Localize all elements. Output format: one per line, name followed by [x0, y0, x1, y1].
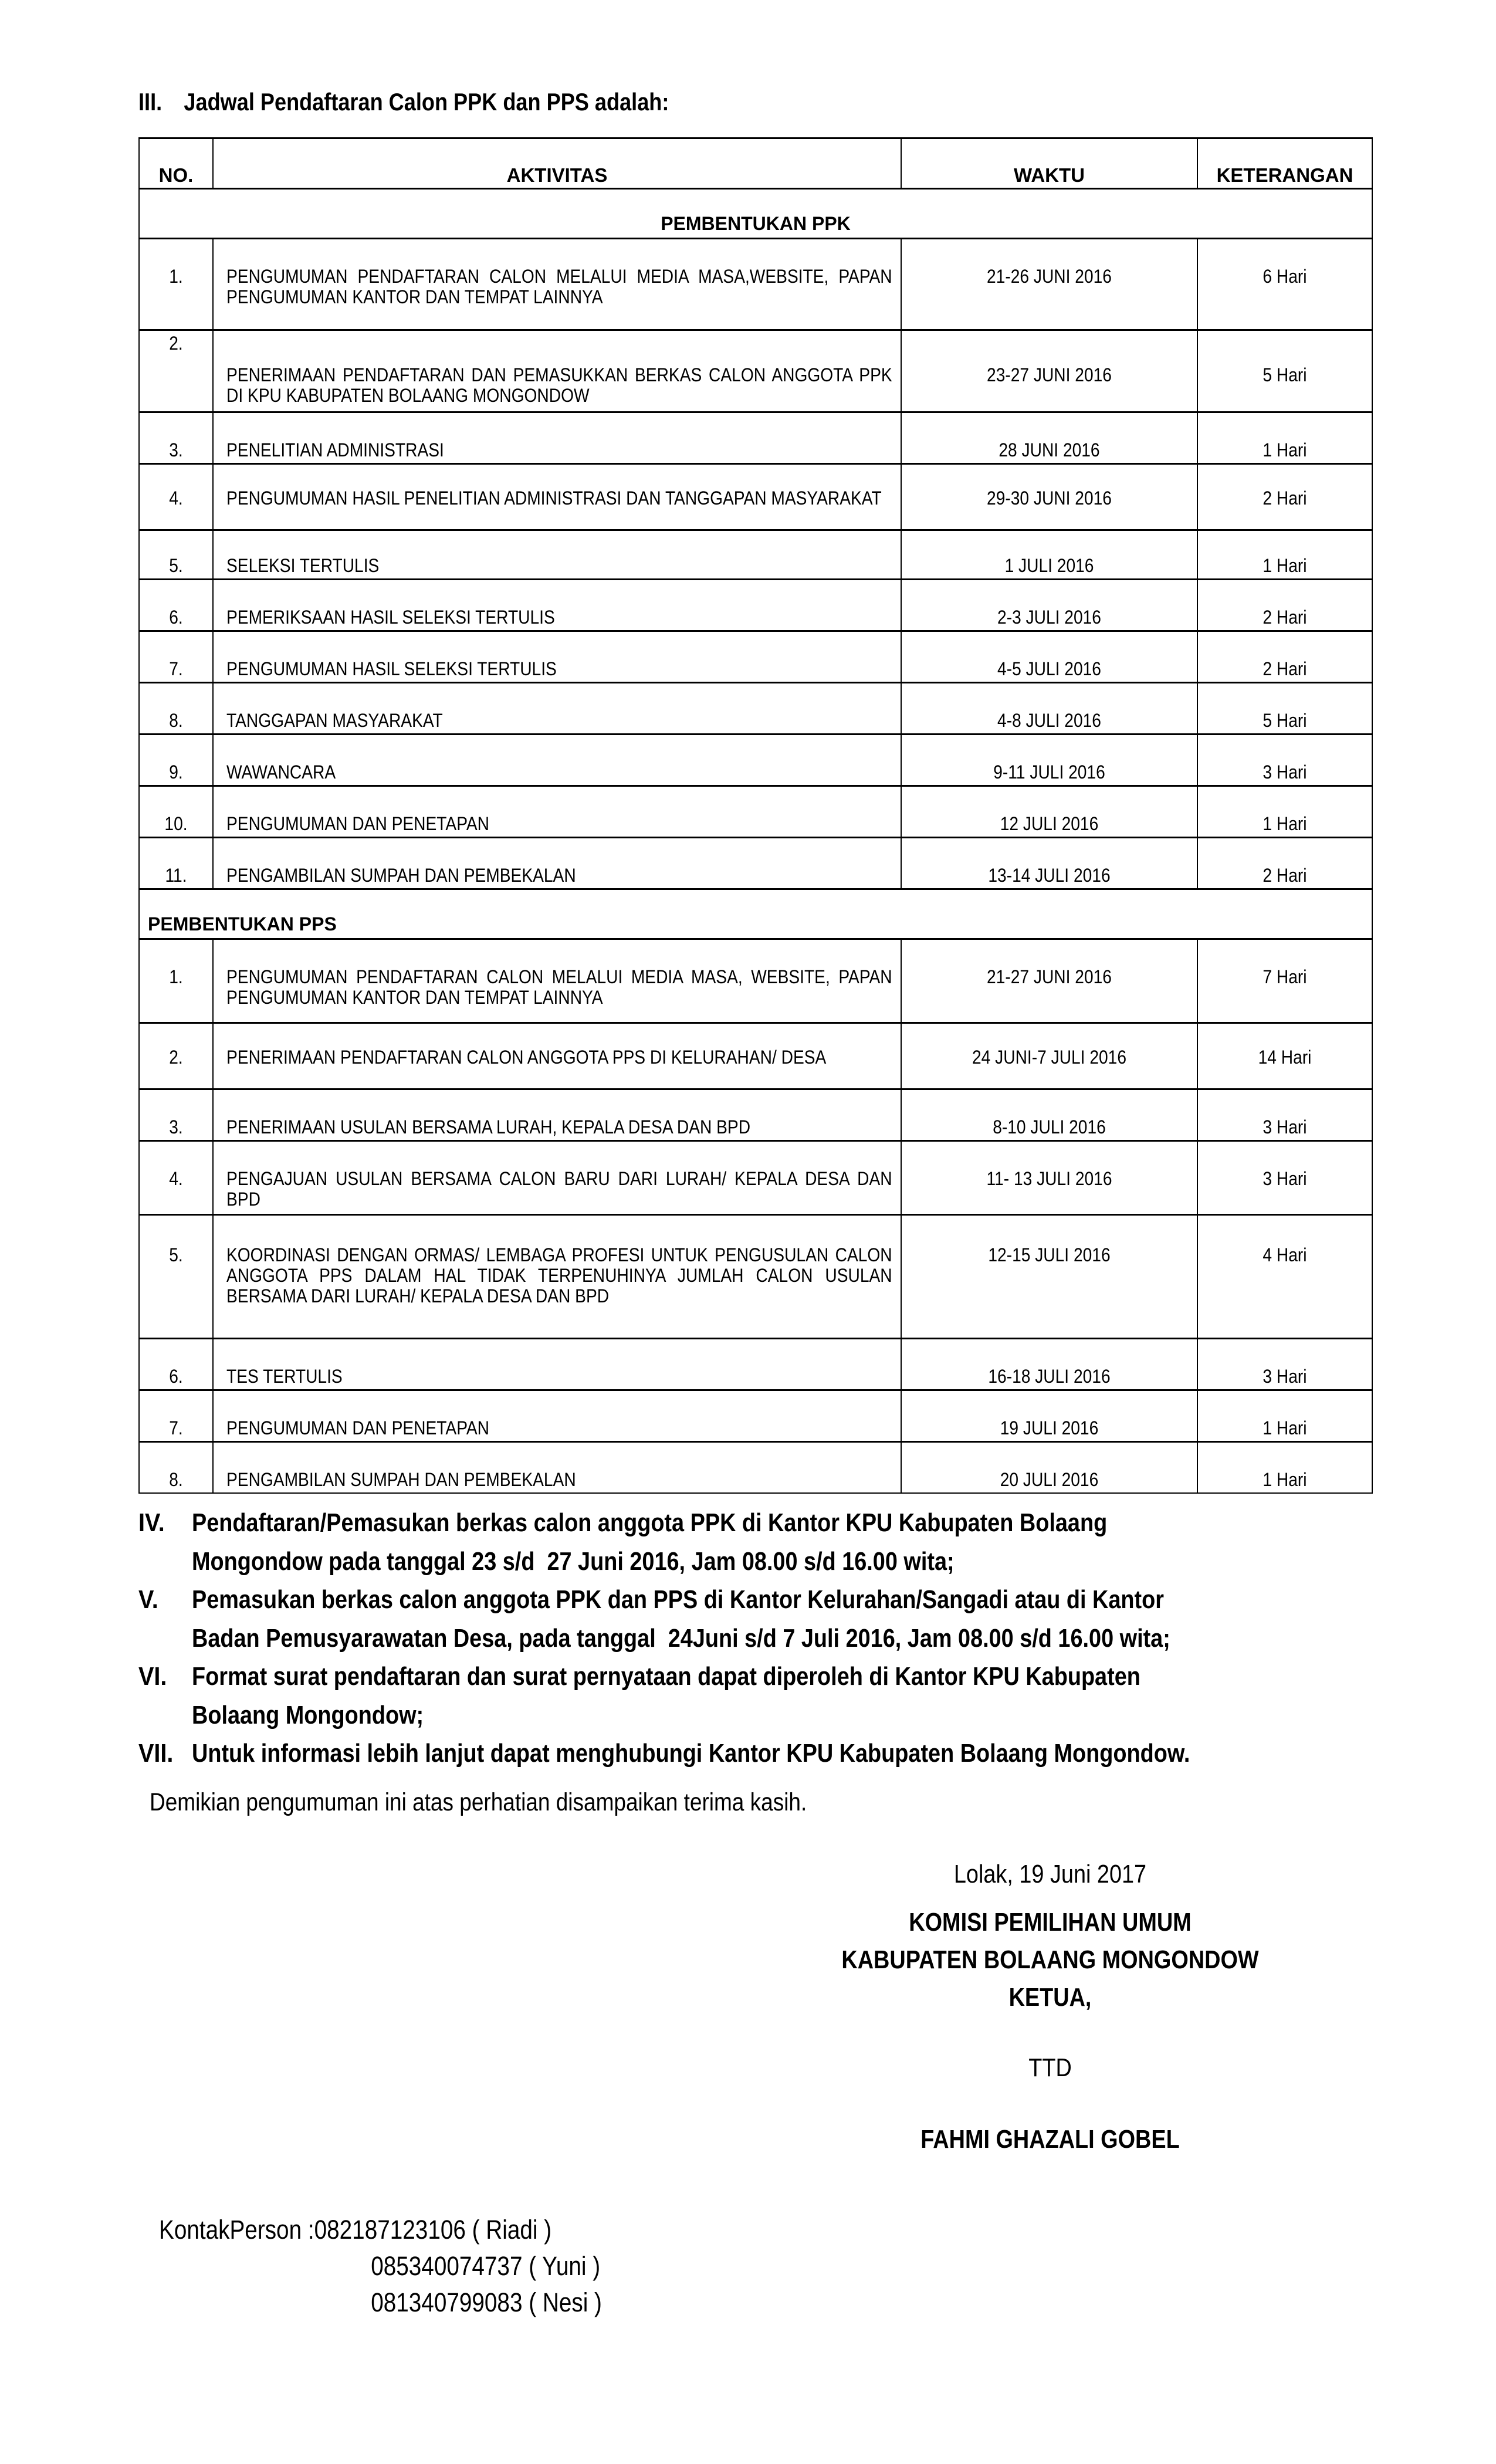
row-note: 5 Hari	[1263, 364, 1307, 385]
row-activity: PENGUMUMAN PENDAFTARAN CALON MELALUI MEDIA MASA, WEBSITE, PAPAN PENGUMUMAN KANTOR DAN TEMPAT LAINNYA	[226, 966, 892, 1008]
row-no: 3.	[169, 1116, 183, 1138]
row-activity: TES TERTULIS	[226, 1366, 343, 1387]
row-no: 1.	[169, 266, 183, 287]
table-row	[139, 1023, 1372, 1089]
paragraph-iv	[138, 1504, 1394, 1580]
row-activity: PEMERIKSAAN HASIL SELEKSI TERTULIS	[226, 607, 555, 628]
row-activity: PENGUMUMAN DAN PENETAPAN	[226, 1417, 490, 1439]
row-note: 2 Hari	[1263, 865, 1307, 886]
row-note: 2 Hari	[1263, 658, 1307, 679]
contact-row	[159, 2284, 602, 2321]
table-row	[139, 683, 1372, 735]
row-activity: TANGGAPAN MASYARAKAT	[226, 710, 443, 731]
section-row-ppk	[139, 189, 1372, 239]
row-time: 12-15 JULI 2016	[988, 1244, 1111, 1265]
row-time: 28 JUNI 2016	[999, 439, 1100, 461]
row-activity: PENELITIAN ADMINISTRASI	[226, 439, 444, 461]
row-activity: PENGAJUAN USULAN BERSAMA CALON BARU DARI LURAH/ KEPALA DESA DAN BPD	[226, 1168, 892, 1210]
row-note: 1 Hari	[1263, 1417, 1307, 1439]
row-time: 11- 13 JULI 2016	[986, 1168, 1112, 1189]
signer-position: KETUA,	[1008, 1983, 1092, 2012]
row-no: 4.	[169, 488, 183, 509]
row-no: 10.	[164, 813, 188, 834]
contact-label: KontakPerson :	[159, 2215, 314, 2245]
contact-phone: 085340074737	[371, 2251, 523, 2281]
row-activity: PENGUMUMAN PENDAFTARAN CALON MELALUI MEDIA MASA,WEBSITE, PAPAN PENGUMUMAN KANTOR DAN TEMPAT LAINNYA	[226, 266, 892, 307]
paragraph-vii	[138, 1734, 1394, 1773]
row-activity: PENGUMUMAN HASIL PENELITIAN ADMINISTRASI DAN TANGGAPAN MASYARAKAT	[226, 488, 882, 509]
row-no: 5.	[169, 1244, 183, 1265]
row-note: 6 Hari	[1263, 266, 1307, 287]
row-no: 4.	[169, 1168, 183, 1189]
paragraph-text: Untuk informasi lebih lanjut dapat menghubungi Kantor KPU Kabupaten Bolaang Mongondow.	[192, 1739, 1190, 1768]
row-activity: PENGUMUMAN HASIL SELEKSI TERTULIS	[226, 658, 557, 679]
table-row	[139, 580, 1372, 631]
row-note: 3 Hari	[1263, 761, 1307, 783]
table-header-row	[139, 138, 1372, 189]
row-no: 8.	[169, 1469, 183, 1490]
paragraph-number: VII.	[138, 1739, 174, 1768]
row-note: 2 Hari	[1263, 488, 1307, 509]
table-row	[139, 330, 1372, 412]
table-row	[139, 530, 1372, 580]
table-row	[139, 786, 1372, 838]
contact-name: ( Riadi )	[472, 2215, 552, 2245]
row-time: 2-3 JULI 2016	[997, 607, 1101, 628]
row-time: 19 JULI 2016	[1000, 1417, 1099, 1439]
row-no: 3.	[169, 439, 183, 461]
organization-line-1: KOMISI PEMILIHAN UMUM	[909, 1908, 1192, 1937]
row-time: 13-14 JULI 2016	[988, 865, 1111, 886]
row-note: 4 Hari	[1263, 1244, 1307, 1265]
table-row	[139, 735, 1372, 786]
header-note: KETERANGAN	[1197, 138, 1372, 189]
row-time: 8-10 JULI 2016	[993, 1116, 1106, 1138]
row-note: 5 Hari	[1263, 710, 1307, 731]
row-activity: PENERIMAAN PENDAFTARAN CALON ANGGOTA PPS DI KELURAHAN/ DESA	[226, 1047, 827, 1068]
row-no: 2.	[169, 1047, 183, 1068]
schedule-table	[138, 137, 1373, 1494]
contact-persons	[159, 2212, 674, 2321]
place-date: Lolak, 19 Juni 2017	[953, 1860, 1147, 1888]
row-no: 1.	[169, 966, 183, 987]
row-activity: WAWANCARA	[226, 761, 336, 783]
contact-name: ( Yuni )	[529, 2251, 601, 2281]
row-time: 24 JUNI-7 JULI 2016	[972, 1047, 1126, 1068]
signed-mark: TTD	[1028, 2053, 1072, 2082]
paragraph-vi	[138, 1657, 1394, 1734]
table-row	[139, 1442, 1372, 1494]
table-row	[139, 412, 1372, 464]
row-time: 21-26 JUNI 2016	[987, 266, 1112, 287]
organization-line-2: KABUPATEN BOLAANG MONGONDOW	[841, 1945, 1259, 1974]
section-row-pps	[139, 889, 1372, 939]
table-row	[139, 1339, 1372, 1390]
row-time: 16-18 JULI 2016	[988, 1366, 1111, 1387]
row-activity: SELEKSI TERTULIS	[226, 555, 380, 576]
table-row	[139, 1390, 1372, 1442]
row-activity: PENGAMBILAN SUMPAH DAN PEMBEKALAN	[226, 865, 576, 886]
row-no: 7.	[169, 658, 183, 679]
row-time: 29-30 JUNI 2016	[987, 488, 1112, 509]
paragraph-text: Pemasukan berkas calon anggota PPK dan PPS di Kantor Kelurahan/Sangadi atau di Kantor Badan Pemusyarawatan Desa, pada tanggal 24Juni s/d 7 Juli 2016, Jam 08.00 s/d 16.00 wita;	[192, 1585, 1170, 1653]
row-no: 2.	[169, 333, 183, 354]
row-note: 1 Hari	[1263, 439, 1307, 461]
contact-row	[159, 2212, 602, 2248]
signature-block	[757, 1857, 1343, 2157]
row-time: 4-5 JULI 2016	[997, 658, 1101, 679]
section-number: III.	[138, 88, 163, 116]
paragraph-number: VI.	[138, 1662, 167, 1691]
section-title-ppk: PEMBENTUKAN PPK	[139, 189, 1372, 239]
paragraph-number: V.	[138, 1585, 158, 1614]
row-no: 9.	[169, 761, 183, 783]
row-time: 20 JULI 2016	[1000, 1469, 1099, 1490]
table-row	[139, 1089, 1372, 1141]
contact-row	[159, 2248, 602, 2284]
row-time: 23-27 JUNI 2016	[987, 364, 1112, 385]
row-note: 14 Hari	[1258, 1047, 1312, 1068]
row-time: 12 JULI 2016	[1000, 813, 1099, 834]
schedule-body	[139, 189, 1372, 1494]
header-activity: AKTIVITAS	[213, 138, 901, 189]
table-row	[139, 939, 1372, 1023]
row-note: 1 Hari	[1263, 1469, 1307, 1490]
section-title-pps: PEMBENTUKAN PPS	[139, 889, 1372, 939]
signer-name: FAHMI GHAZALI GOBEL	[920, 2125, 1180, 2154]
closing-statement: Demikian pengumuman ini atas perhatian disampaikan terima kasih.	[150, 1788, 807, 1816]
row-note: 7 Hari	[1263, 966, 1307, 987]
row-activity: PENGUMUMAN DAN PENETAPAN	[226, 813, 490, 834]
table-row	[139, 1215, 1372, 1339]
row-note: 3 Hari	[1263, 1366, 1307, 1387]
section-heading-iii	[138, 88, 669, 116]
table-row	[139, 239, 1372, 330]
row-no: 6.	[169, 607, 183, 628]
row-time: 1 JULI 2016	[1004, 555, 1094, 576]
paragraph-number: IV.	[138, 1508, 165, 1537]
row-activity: PENERIMAAN USULAN BERSAMA LURAH, KEPALA DESA DAN BPD	[226, 1116, 751, 1138]
header-no: NO.	[139, 138, 213, 189]
row-no: 11.	[165, 865, 187, 886]
contact-phone: 081340799083	[371, 2287, 523, 2317]
paragraph-v	[138, 1580, 1394, 1657]
row-time: 4-8 JULI 2016	[997, 710, 1101, 731]
contact-name: ( Nesi )	[529, 2287, 602, 2317]
row-no: 7.	[169, 1417, 183, 1439]
row-activity: PENGAMBILAN SUMPAH DAN PEMBEKALAN	[226, 1469, 576, 1490]
row-activity: KOORDINASI DENGAN ORMAS/ LEMBAGA PROFESI UNTUK PENGUSULAN CALON ANGGOTA PPS DALAM HAL TIDAK TERPENUHINYA JUMLAH CALON USULAN BERSAMA DARI LURAH/ KEPALA DESA DAN BPD	[226, 1244, 892, 1307]
section-title: Jadwal Pendaftaran Calon PPK dan PPS adalah:	[184, 88, 669, 116]
row-no: 5.	[169, 555, 183, 576]
numbered-paragraphs	[138, 1504, 1394, 1773]
contact-phone: 082187123106	[314, 2215, 466, 2245]
table-row	[139, 631, 1372, 683]
row-activity: PENERIMAAN PENDAFTARAN DAN PEMASUKKAN BERKAS CALON ANGGOTA PPK DI KPU KABUPATEN BOLAANG MONGONDOW	[226, 364, 892, 406]
table-row	[139, 464, 1372, 530]
header-time: WAKTU	[901, 138, 1197, 189]
row-time: 21-27 JUNI 2016	[987, 966, 1112, 987]
row-note: 1 Hari	[1263, 813, 1307, 834]
row-note: 1 Hari	[1263, 555, 1307, 576]
row-time: 9-11 JULI 2016	[993, 761, 1105, 783]
table-row	[139, 838, 1372, 889]
row-note: 3 Hari	[1263, 1116, 1307, 1138]
row-no: 6.	[169, 1366, 183, 1387]
row-note: 2 Hari	[1263, 607, 1307, 628]
paragraph-text: Format surat pendaftaran dan surat pernyataan dapat diperoleh di Kantor KPU Kabupaten Bolaang Mongondow;	[192, 1662, 1147, 1729]
table-row	[139, 1141, 1372, 1215]
row-note: 3 Hari	[1263, 1168, 1307, 1189]
paragraph-text: Pendaftaran/Pemasukan berkas calon anggota PPK di Kantor KPU Kabupaten Bolaang Mongondow pada tanggal 23 s/d 27 Juni 2016, Jam 08.00 s/d 16.00 wita;	[192, 1508, 1113, 1576]
row-no: 8.	[169, 710, 183, 731]
